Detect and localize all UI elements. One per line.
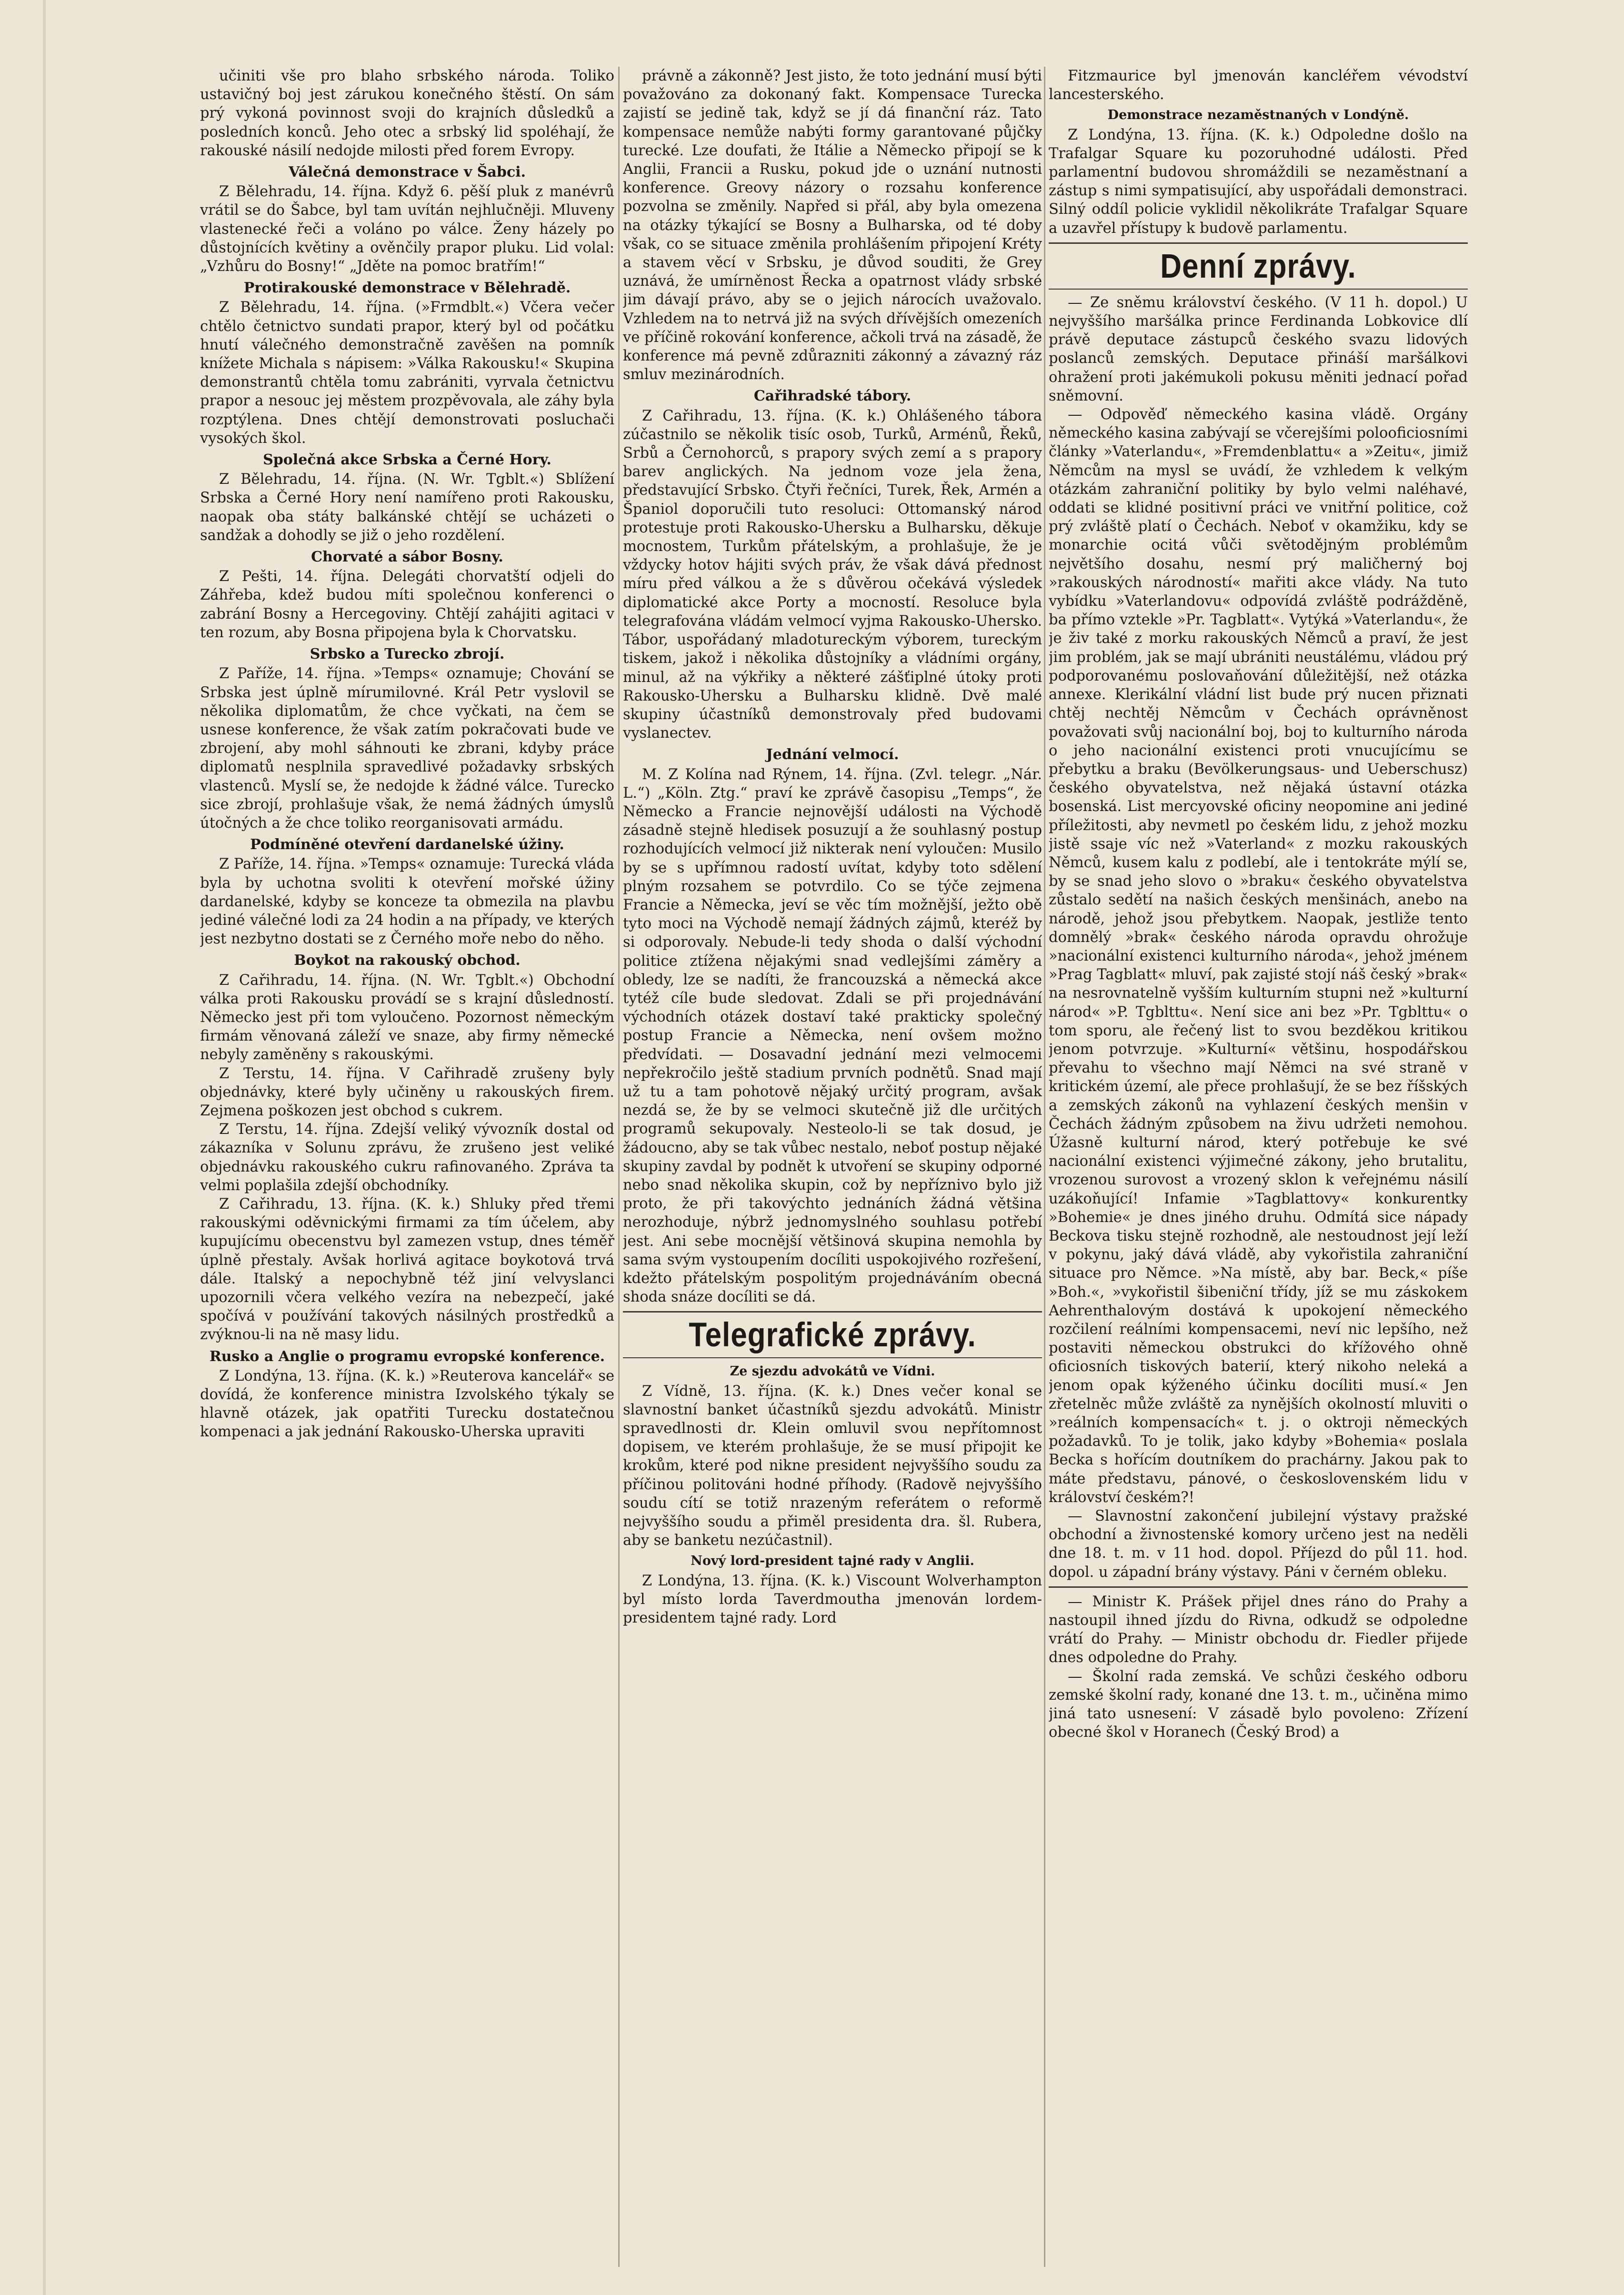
article-paragraph: Z Londýna, 13. října. (K. k.) »Reuterova kancelář« se dovídá, že konference ministra Izvolského týkaly se hlavně otázek, jak opatřiti Turecku dostatečnou kompenaci a jak jednání Rakousko-Uherska upraviti	[200, 1367, 614, 1441]
article-paragraph: Fitzmaurice byl jmenován kancléřem vévodství lancesterského.	[1049, 68, 1468, 103]
article-paragraph: Z Cařihradu, 13. října. (K. k.) Shluky před třemi rakouskými oděvnickými firmami za tím účelem, aby kupujícímu obecenstvu byl zamezen vstup, dnes téměř úplně přestaly. Avšak horlivá agitace boykotová trvá dále. Italský a nepochybně též jiní velvyslanci upozornili včera velkého vezíra na nebezpečí, jaké spočívá v používání takových násilných prostředků a zvýknou-li na ně masy lidu.	[200, 1195, 614, 1343]
article-paragraph: Z Bělehradu, 14. října. (N. Wr. Tgblt.«) Sblížení Srbska a Černé Hory není namířeno proti Rakousku, naopak oba státy balkánské chtějí se ucházeti o sandžak a dohodly se již o jeho rozdělení.	[200, 471, 614, 544]
article-heading: Chorvaté a sábor Bosny.	[311, 549, 503, 566]
section-rule	[1049, 242, 1468, 244]
article-heading: Protirakouské demonstrace v Bělehradě.	[243, 280, 571, 297]
article-paragraph: — Ze sněmu království českého. (V 11 h. dopol.) U nejvyššího maršálka prince Ferdinanda Lobkovice dlí právě deputace zástupců českého svazu lidových poslanců zemských. Deputace přináší maršálkovi ohražení proti jakémukoli pokusu měniti jednací pořad sněmovní.	[1049, 294, 1468, 404]
page-gutter	[43, 0, 46, 2295]
article-heading: Nový lord-president tajné rady v Anglii.	[691, 1553, 974, 1569]
article-paragraph: Z Terstu, 14. října. V Cařihradě zrušeny byly objednávky, které byly učiněny u rakouských firem. Zejmena poškozen jest obchod s cukrem.	[200, 1065, 614, 1119]
column-1	[200, 67, 614, 2267]
article-paragraph: Z Paříže, 14. října. »Temps« oznamuje; Chování se Srbska jest úplně mírumilovné. Král Petr vyslovil se několika diplomatům, že chce vyčkati, na čem se usnese konference, že však zatím pokračovati bude ve zbrojení, aby mohl sáhnouti ke zbrani, kdyby práce diplomatů nesplnila spravedlivé požadavky srbských vlastenců. Myslí se, že nedojde k žádné válce. Turecko sice zbrojí, prohlašuje však, že nemá žádných úmyslů útočných a že chce toliko reorganisovati armádu.	[200, 665, 614, 832]
article-paragraph: Z Londýna, 13. října. (K. k.) Viscount Wolverhampton byl místo lorda Taverdmoutha jmenován lordem-presidentem tajné rady. Lord	[623, 1572, 1042, 1627]
article-paragraph: M. Z Kolína nad Rýnem, 14. října. (Zvl. telegr. „Nár. L.“) „Köln. Ztg.“ praví ke zprávě časopisu „Temps“, že Německo a Francie nejnovější události na Východě zásadně stejně hledisek posuzují a že souhlasný postup rozhodujících velmocí již nikterak není vyloučen: Musilo by se s upřímnou radostí uvítat, kdyby toto sdělení plným rozsahem se potvrdilo. Co se týče zejmena Francie a Německa, jeví se věc tím možnější, ježto obě tyto moci na Východě nemají žádných zájmů, kteréž by si odporovaly. Nebude-li tedy shoda o další východní politice ztížena nějakými snad vedlejšími záměry a obledy, lze se nadíti, že francouzská a německá akce tytéž cíle bude sledovat. Zdali se při projednávání východních otázek dostaví také prakticky společný postup Francie a Německa, není ovšem možno předvídati. — Dosavadní jednání mezi velmocemi nepřekročilo ještě stadium prvních podnětů. Snad mají už tu a tam pohotově nějaký určitý program, avšak nezdá se, že by se velmoci skutečně již dle určitých programů sekupovaly. Nesteolo-li se tak dosud, je žádoucno, aby se tak vůbec nestalo, neboť postup nějaké skupiny zavdal by podnět k utvoření se skupiny odporné nebo snad několika skupin, což by nepříznivo bylo již proto, že při takovýchto jednáních žádná většina nerozhoduje, nýbrž jednomyslného souhlasu potřebí jest. Ani sebe mocnější většinová skupina nemohla by sama svým vystoupením docíliti uspokojivého rozřešení, kdežto přátelským pospolitým projednáváním obecná shoda snáze docíliti se dá.	[623, 766, 1042, 1306]
article-heading: Boykot na rakouský obchod.	[294, 952, 521, 969]
column-2	[623, 67, 1042, 2267]
article-heading: Srbsko a Turecko zbrojí.	[310, 646, 505, 663]
article-heading: Demonstrace nezaměstnaných v Londýně.	[1107, 108, 1409, 123]
section-rule	[623, 1311, 1042, 1313]
article-heading: Podmíněné otevření dardanelské úžiny.	[250, 836, 564, 853]
column-separator	[1044, 67, 1045, 2267]
article-paragraph: Z Bělehradu, 14. října. (»Frmdblt.«) Včera večer chtělo četnictvo sundati prapor, který byl od počátku hnutí válečného demonstračně zavěšen na pomník knížete Michala s nápisem: »Válka Rakousku!« Skupina demonstrantů chtěla tomu zabrániti, vyrvala četnictvu prapor a nesouc jej městem prozpěvovala, ale záhy byla rozptýlena. Dnes chtějí demonstrovati posluchači vysokých škol.	[200, 299, 614, 447]
article-heading: Společná akce Srbska a Černé Hory.	[263, 451, 551, 469]
article-heading: Ze sjezdu advokátů ve Vídni.	[730, 1364, 935, 1379]
article-heading: Cařihradské tábory.	[753, 388, 912, 405]
article-paragraph: Z Pešti, 14. října. Delegáti chorvatští odjeli do Záhřeba, kdež budou míti společnou konferenci o zabrání Bosny a Hercegoviny. Chtějí zahájiti agitaci v ten rozum, aby Bosna připojena byla k Chorvatsku.	[200, 568, 614, 641]
article-paragraph: Z Paříže, 14. října. »Temps« oznamuje: Turecká vláda byla by uchotna svoliti k otevření mořské úžiny dardanelské, kdyby se konceze ta obmezila na plavbu jediné válečné lodi za 24 hodin a na případy, ve kterých jest nezbytno dostati se z Černého moře nebo do něho.	[200, 856, 614, 948]
article-paragraph: Z Cařihradu, 13. října. (K. k.) Ohlášeného tábora zúčastnilo se několik tisíc osob, Turků, Arménů, Řeků, Srbů a Černohorců, s prapory svých zemí a s prapory barev anglických. Na jednom voze jela žena, představující Srbsko. Čtyři řečníci, Turek, Řek, Armén a Španiol doporučili tuto resoluci: Ottomanský národ protestuje proti Rakousko-Uhersku a Bulharsku, děkuje mocnostem, Turkům přátelským, a prohlašuje, že je vždycky hotov hájiti svých práv, že však dává přednost míru před válkou a že s důvěrou očekává výsledek diplomatické akce Porty a mocností. Resoluce byla telegrafována vládám velmocí vyjma Rakousko-Uhersko. Tábor, uspořádaný mladotureckým výborem, tureckým tiskem, jakož i několika důstojníky a vládními orgány, minul, až na výkřiky a některé zášťiplné útoky proti Rakousko-Uhersku a Bulharsku klidně. Dvě malé skupiny účastníků demonstrovaly před budovami vyslanectev.	[623, 407, 1042, 742]
section-rule	[623, 1357, 1042, 1358]
article-paragraph: Z Londýna, 13. října. (K. k.) Odpoledne došlo na Trafalgar Square ku pozoruhodné události. Před parlamentní budovou shromáždili se nezaměstnaní a zástup s nimi sympatisující, aby uspořádali demonstraci. Silný oddíl policie vyklidil několikráte Trafalgar Square a uzavřel přístupy k budově parlamentu.	[1049, 126, 1468, 237]
article-paragraph: právně a zákonně? Jest jisto, že toto jednání musí býti považováno za dokonaný fakt. Kompensace Turecka zajistí se jedině tak, když se jí dá finanční ráz. Tato kompensace nemůže nabýti formy garantované půjčky turecké. Lze doufati, že Itálie a Německo připojí se k Anglii, Francii a Rusku, pokud jde o uznání nutnosti konference. Greovy názory o rozsahu konference pozvolna se změnily. Napřed si přál, aby byla omezena na otázky týkající se Bosny a Bulharska, od té doby však, co se situace změnila prohlášením připojení Kréty a stavem věcí v Srbsku, je důvod souditi, že Grey uznává, že umírněnost Řecka a opatrnost vlády srbské jim dávají právo, aby se o jejich nárocích uvažovalo. Vzhledem na to netrvá již na svých dřívějších omezeních ve příčině rokování konference, ačkoli trvá na zásadě, že konference má pevně zdůrazniti zákonný a závazný ráz smluv mezinárodních.	[623, 68, 1042, 383]
article-heading: Rusko a Anglie o programu evropské konference.	[209, 1348, 605, 1365]
article-heading: Válečná demonstrace v Šabci.	[289, 164, 526, 181]
article-paragraph: — Ministr K. Prášek přijel dnes ráno do Prahy a nastoupil ihned jízdu do Rivna, odkudž se odpoledne vrátí do Prahy. — Ministr obchodu dr. Fiedler přijede dnes odpoledne do Prahy.	[1049, 1593, 1468, 1666]
section-rule	[1049, 1586, 1468, 1588]
column-3	[1049, 67, 1468, 2267]
article-heading: Jednání velmocí.	[766, 746, 899, 763]
article-paragraph: Z Bělehradu, 14. října. Když 6. pěší pluk z manévrů vrátil se do Šabce, byl tam uvítán nejhlučněji. Mluveny vlastenecké řeči a voláno po válce. Ženy házely po důstojnících květiny a ověnčily prapor pluku. Lid volal: „Vzhůru do Bosny!“ „Jděte na pomoc bratřím!“	[200, 183, 614, 275]
section-rule	[1049, 289, 1468, 290]
article-paragraph: — Slavnostní zakončení jubilejní výstavy pražské obchodní a živnostenské komory určeno jest na neděli dne 18. t. m. v 11 hod. dopol. Příjezd do půl 11. hod. dopol. u západní brány výstavy. Páni v černém obleku.	[1049, 1508, 1468, 1581]
section-title: Telegrafické zprávy.	[689, 1316, 976, 1354]
article-paragraph: učiniti vše pro blaho srbského národa. Toliko ustavičný boj jest zárukou konečného štěstí. On sám prý vykoná povinnost svoji do krajních důsledků a posledních konců. Jeho otec a srbský lid spoléhají, že rakouské násilí nedojde milosti před forem Evropy.	[200, 68, 614, 159]
article-paragraph: Z Cařihradu, 14. října. (N. Wr. Tgblt.«) Obchodní válka proti Rakousku provádí se s krajní důsledností. Německo jest při tom vyloučeno. Pozornost německým firmám věnovaná záleží ve snaze, aby firmy německé nebyly zaměněny s rakouskými.	[200, 972, 614, 1063]
column-separator	[618, 67, 620, 2267]
article-paragraph: — Školní rada zemská. Ve schůzi českého odboru zemské školní rady, konané dne 13. t. m., učiněna mimo jiná tato usnesení: V zásadě bylo povoleno: Zřízení obecné škol v Horanech (Český Brod) a	[1049, 1668, 1468, 1741]
article-paragraph: — Odpověď německého kasina vládě. Orgány německého kasina zabývají se včerejšími polooficiosními články »Vaterlandu«, »Fremdenblattu« a »Zeitu«, jimiž Němcům na mysl se uvádí, že vzhledem k velkým otázkám zahraniční politiky by bylo velmi naléhavé, oddati se klidné positivní práci ve vnitřní politice, což prý zvláště platí o Čechách. Neboť v okamžiku, kdy se monarchie ocitá vůči světodějným problémům největšího dosahu, nesmí prý maličherný boj »rakouských národností« mařiti akce vlády. Na tuto vybídku »Vaterlandovu« odpovídá zvláště podrážděně, ba přímo vztekle »Pr. Tagblatt«. Vytýká »Vaterlandu«, že je živ také z morku rakouských Němců a praví, že jest jim problém, jak se mají ubrániti neustálému, vládou prý podporovanému poslovaňování důležitější, než otázka annexe. Klerikální vládní list bude prý nucen přiznati chtěj nechtěj Němcům v Čechách oprávněnost považovati svůj nacionální boj, boj to kulturního národa o jeho nacionální existenci proti vnucujícímu se přebytku a braku (Bevölkerungsaus- und Ueberschusz) českého obyvatelstva, než nějaká ústavní otázka bosenská. List mercyovské oficiny neopomine ani jediné příležitosti, aby nevmetl po českém lidu, z jehož mozku jistě ssaje víc než »Vaterland« z mozku rakouských Němců, kusem kalu z podlebí, ale i tentokráte mýlí se, by se snad jeho slovo o »braku« českého obyvatelstva zůstalo sedětí na našich českých menšinách, anebo na národě, jehož jsou přebytkem. Naopak, jestliže tento domnělý »brak« českého národa opravdu ohrožuje »nacionální existenci kulturního národa«, jehož jménem »Prag Tagblatt« mluví, pak zajisté stojí náš český »brak« na nesrovnatelně vyšším kulturním stupni než »kulturní národ« »P. Tgblttu«. Není sice ani bez »Pr. Tgblttu« o tom sporu, ale řečený list to svou bezděkou kritikou jenom potvrzuje. »Kulturní« většinu, hospodářskou převahu to všechno mají Němci na své straně v kritickém území, ale přece prohlašují, že se bez říšských a zemských zákonů na vyhlazení českých menšin v Čechách žádným způsobem na živu udržeti nemohou. Úžasně kulturní národ, který potřebuje ke své nacionální existenci výjimečné zákony, jeho brutalitu, vrozenou surovost a vrozený sklon k veřejnému násilí uzákoňující! Infamie »Tagblattovy« konkurentky »Bohemie« je dnes jiného druhu. Odmítá sice nápady Beckova tisku stejně rozhodně, ale nestoudnost její leží v pokynu, jaký dává vládě, aby vykořistila zahraniční situace pro Němce. »Na místě, aby bar. Beck,« píše »Boh.«, »vykořistil šibeniční třídy, jíž se mu záskokem Aehrenthalovým dostává k upokojení německého rozčilení reálními kompensacemi, neví nic lepšího, než postaviti německou obstrukci do křížového ohně oficiosních tiskových baterií, který nikoho neleká a jenom opak kýženého účinku docíliti musí.« Jen zřetelněc může zvláště za nynějších okolností mluviti o »reálních kompensacích« t. j. o oktroji německých požadavků. To je tolik, jako kdyby »Bohemia« poslala Becka s hořícím doutníkem do prachárny. Jakou pak to máte představu, pánové, o československém lidu v království českém?!	[1049, 406, 1468, 1506]
section-title: Denní zprávy.	[1160, 247, 1356, 285]
article-paragraph: Z Terstu, 14. října. Zdejší veliký vývozník dostal od zákazníka v Solunu zprávu, že zrušeno jest veliké objednávku rakouského cukru rafinovaného. Zpráva ta velmi poplašila zdejší obchodníky.	[200, 1121, 614, 1194]
article-paragraph: Z Vídně, 13. října. (K. k.) Dnes večer konal se slavnostní banket účastníků sjezdu advokátů. Ministr spravedlnosti dr. Klein omluvil svou nepřítomnost dopisem, ve kterém prohlašuje, že se musí připojit ke krokům, které pod nikne president nejvyššího soudu za příčinou politováni hodné příhody. (Radově nejvyššího soudu cítí se totiž nrazeným referátem o reformě nejvyššího soudu a přiměl presidenta dra. šl. Rubera, aby se banketu nezúčastnil).	[623, 1383, 1042, 1549]
